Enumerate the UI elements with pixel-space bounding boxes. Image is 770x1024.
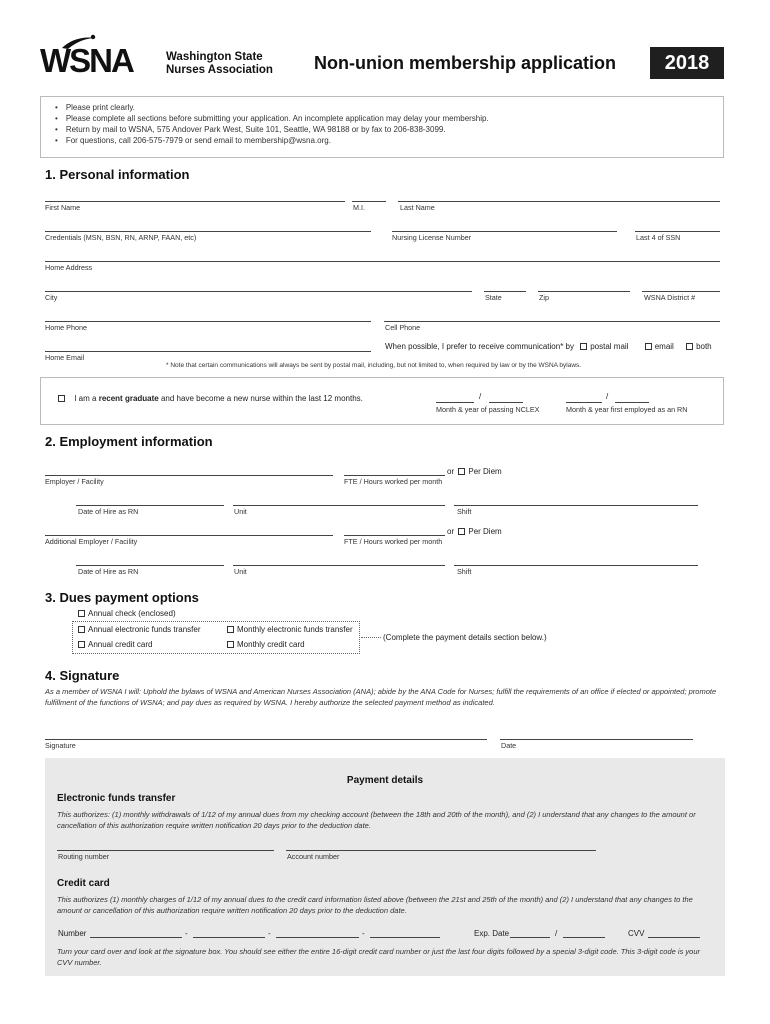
signature-date-label: Date	[501, 741, 517, 750]
exp-month-input[interactable]	[510, 937, 550, 938]
credentials-label: Credentials (MSN, BSN, RN, ARNP, FAAN, etc)	[45, 233, 197, 242]
signature-input[interactable]	[45, 739, 487, 740]
card-dash-2: -	[268, 929, 271, 938]
add-per-diem-checkbox[interactable]	[458, 528, 465, 535]
instruction-item: • Please print clearly.	[55, 103, 136, 112]
annual-eft-checkbox[interactable]	[78, 626, 85, 633]
employer-input[interactable]	[45, 475, 333, 476]
unit-label: Unit	[234, 507, 247, 516]
monthly-cc-option	[227, 640, 305, 649]
monthly-cc-checkbox[interactable]	[227, 641, 234, 648]
postal-mail-label: postal mail	[590, 342, 629, 351]
annual-cc-checkbox[interactable]	[78, 641, 85, 648]
comm-note: * Note that certain communications will always be sent by postal mail, including, but not limited to, when required by law or by the WSNA bylaws.	[166, 362, 582, 369]
routing-input[interactable]	[57, 850, 274, 851]
year-badge	[650, 47, 724, 79]
cell-phone-label: Cell Phone	[385, 323, 421, 332]
license-label: Nursing License Number	[392, 233, 472, 242]
instructions-box	[40, 96, 724, 158]
add-fte-input[interactable]	[344, 535, 445, 536]
home-phone-label: Home Phone	[45, 323, 87, 332]
home-phone-input[interactable]	[45, 321, 371, 322]
add-shift-input[interactable]	[454, 565, 698, 566]
cvv-input[interactable]	[648, 937, 700, 938]
signature-date-input[interactable]	[500, 739, 693, 740]
annual-check-checkbox[interactable]	[78, 610, 85, 617]
employed-slash: /	[606, 392, 609, 401]
monthly-eft-option	[227, 625, 353, 634]
last-name-label: Last Name	[400, 203, 435, 212]
eft-title: Electronic funds transfer	[57, 793, 176, 804]
cc-title: Credit card	[57, 878, 110, 889]
cell-phone-input[interactable]	[384, 321, 720, 322]
routing-label: Routing number	[58, 852, 110, 861]
form-title: Non-union membership application	[314, 53, 617, 73]
employed-label: Month & year first employed as an RN	[566, 405, 688, 414]
exp-date-label: Exp. Date	[474, 929, 510, 938]
license-input[interactable]	[392, 231, 617, 232]
payment-details-panel	[45, 758, 725, 976]
first-name-label: First Name	[45, 203, 81, 212]
home-email-input[interactable]	[45, 351, 371, 352]
add-hire-date-label: Date of Hire as RN	[78, 567, 139, 576]
home-email-label: Home Email	[45, 353, 85, 362]
dues-dotted-connector	[361, 637, 381, 638]
annual-cc-label: Annual credit card	[88, 640, 153, 649]
account-input[interactable]	[286, 850, 596, 851]
fte-input[interactable]	[344, 475, 445, 476]
personal-section-title: 1. Personal information	[45, 167, 190, 182]
zip-input[interactable]	[538, 291, 630, 292]
comm-preference	[385, 342, 712, 351]
annual-eft-label: Annual electronic funds transfer	[88, 625, 201, 634]
mi-input[interactable]	[352, 201, 386, 202]
comm-preference-label: When possible, I prefer to receive communication* by	[385, 342, 574, 351]
nclex-label: Month & year of passing NCLEX	[436, 405, 540, 414]
shift-label: Shift	[457, 507, 472, 516]
per-diem-or: or	[447, 467, 455, 476]
card-dash-1: -	[185, 929, 188, 938]
city-label: City	[45, 293, 58, 302]
unit-input[interactable]	[233, 505, 445, 506]
eft-statement: This authorizes: (1) monthly withdrawals of 1/12 of my annual dues from my checking account (between the 18th and 20th of the month), and (2) I understand that any changes to the amount or cancellation of this authorization require written notification 20 days prior to the deduction date.	[57, 810, 696, 830]
annual-check-label: Annual check (enclosed)	[88, 609, 176, 618]
exp-slash: /	[555, 929, 558, 938]
cvv-label: CVV	[628, 929, 645, 938]
credentials-input[interactable]	[45, 231, 371, 232]
nclex-year-input[interactable]	[489, 402, 523, 403]
org-name	[166, 51, 273, 76]
dues-note: (Complete the payment details section below.)	[383, 633, 547, 642]
grad-suffix: and have become a new nurse within the last 12 months.	[160, 394, 363, 403]
add-unit-label: Unit	[234, 567, 247, 576]
logo-text: WSNA	[40, 42, 133, 79]
instruction-item: • For questions, call 206-575-7979 or send email to membership@wsna.org.	[55, 136, 331, 145]
employed-year-input[interactable]	[615, 402, 649, 403]
monthly-eft-label: Monthly electronic funds transfer	[237, 625, 353, 634]
both-option-label: both	[696, 342, 712, 351]
first-name-input[interactable]	[45, 201, 345, 202]
monthly-cc-label: Monthly credit card	[237, 640, 305, 649]
year-text: 2018	[664, 51, 710, 74]
postal-mail-checkbox[interactable]	[580, 343, 587, 350]
card-number-seg3-input[interactable]	[276, 937, 359, 938]
org-name-line2: Nurses Association	[166, 63, 273, 76]
both-checkbox[interactable]	[686, 343, 693, 350]
monthly-eft-checkbox[interactable]	[227, 626, 234, 633]
account-label: Account number	[287, 852, 340, 861]
add-per-diem-option	[447, 527, 502, 536]
card-number-seg4-input[interactable]	[370, 937, 440, 938]
cvv-statement: Turn your card over and look at the signature box. You should see either the entire 16-digit credit card number or just the last four digits followed by a special 3-digit code. This 3-digit code is your CVV number.	[57, 947, 700, 967]
ssn-label: Last 4 of SSN	[636, 233, 681, 242]
annual-eft-option	[78, 625, 201, 634]
add-shift-label: Shift	[457, 567, 472, 576]
grad-prefix: I am a	[74, 394, 97, 403]
card-number-seg1-input[interactable]	[90, 937, 182, 938]
add-employer-label: Additional Employer / Facility	[45, 537, 138, 546]
signature-section-title: 4. Signature	[45, 668, 120, 683]
state-input[interactable]	[484, 291, 526, 292]
home-address-input[interactable]	[45, 261, 720, 262]
card-number-seg2-input[interactable]	[193, 937, 265, 938]
zip-label: Zip	[539, 293, 549, 302]
district-input[interactable]	[642, 291, 720, 292]
instruction-item: • Please complete all sections before submitting your application. An incomplete application may delay your membership.	[55, 114, 489, 123]
cc-statement: This authorizes (1) monthly charges of 1/12 of my annual dues to the credit card information listed above (between the 21st and 25th of the month) and (2) I understand that any changes to the amount or cancellation of this authorization require written notification 20 days prior to the deduction date.	[57, 895, 693, 915]
email-checkbox[interactable]	[645, 343, 652, 350]
instruction-item: • Return by mail to WSNA, 575 Andover Park West, Suite 101, Seattle, WA 98188 or by fax to 206-838-3099.	[55, 125, 446, 134]
per-diem-label: Per Diem	[468, 467, 502, 476]
add-hire-date-input[interactable]	[76, 565, 224, 566]
fte-label: FTE / Hours worked per month	[344, 477, 443, 486]
add-employer-input[interactable]	[45, 535, 333, 536]
hire-date-label: Date of Hire as RN	[78, 507, 139, 516]
city-input[interactable]	[45, 291, 472, 292]
add-unit-input[interactable]	[233, 565, 445, 566]
home-address-label: Home Address	[45, 263, 93, 272]
exp-year-input[interactable]	[563, 937, 605, 938]
add-fte-label: FTE / Hours worked per month	[344, 537, 443, 546]
payment-details-title: Payment details	[346, 775, 424, 786]
employer-label: Employer / Facility	[45, 477, 104, 486]
org-name-line1: Washington State	[166, 51, 263, 63]
nclex-month-input[interactable]	[436, 402, 474, 403]
mi-label: M.I.	[353, 203, 365, 212]
shift-input[interactable]	[454, 505, 698, 506]
per-diem-checkbox[interactable]	[458, 468, 465, 475]
card-dash-3: -	[362, 929, 365, 938]
dues-section-title: 3. Dues payment options	[45, 590, 199, 605]
annual-check-option	[78, 609, 176, 618]
employment-section-title: 2. Employment information	[45, 434, 213, 449]
recent-graduate-statement	[58, 394, 363, 403]
last-name-input[interactable]	[398, 201, 720, 202]
logo	[40, 38, 160, 80]
employed-month-input[interactable]	[566, 402, 602, 403]
grad-bold: recent graduate	[98, 394, 159, 403]
signature-statement: As a member of WSNA I will: Uphold the bylaws of WSNA and American Nurses Association (ANA); abide by the ANA Code for Nurses; fulfill the requirements of an office if elected or appointed; promote fulfillment of the functions of WSNA; and pay dues as required by WSNA. I hereby authorize the selected payment method as indicated.	[45, 687, 717, 707]
add-per-diem-or: or	[447, 527, 455, 536]
recent-graduate-checkbox[interactable]	[58, 395, 65, 402]
district-label: WSNA District #	[644, 293, 696, 302]
add-per-diem-label: Per Diem	[468, 527, 502, 536]
instructions-list	[55, 102, 723, 146]
email-option-label: email	[654, 342, 674, 351]
nclex-slash: /	[479, 392, 482, 401]
signature-label: Signature	[45, 741, 76, 750]
card-number-label: Number	[58, 929, 87, 938]
ssn-input[interactable]	[635, 231, 720, 232]
state-label: State	[485, 293, 502, 302]
hire-date-input[interactable]	[76, 505, 224, 506]
per-diem-option	[447, 467, 502, 476]
annual-cc-option	[78, 640, 152, 649]
